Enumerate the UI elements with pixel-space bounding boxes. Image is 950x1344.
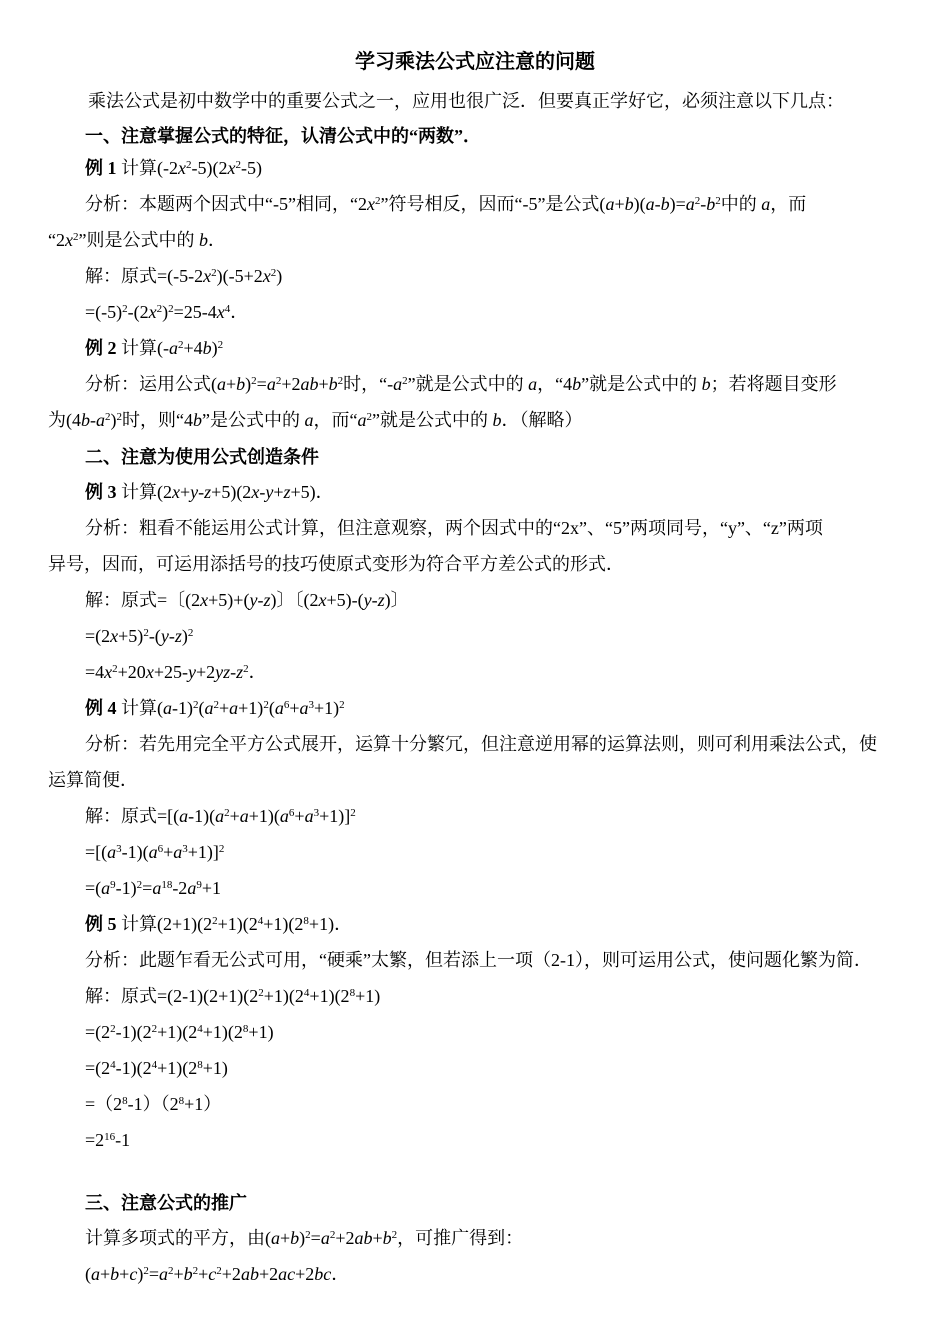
section-heading-2-text: 二、注意为使用公式创造条件	[85, 447, 319, 467]
intro-text: 乘法公式是初中数学中的重要公式之一，应用也很广泛．但要真正学好它，必须注意以下几点：	[88, 91, 844, 111]
example-4-label: 例 4	[85, 698, 117, 718]
example-3-analysis-text-1: 分析：粗看不能运用公式计算，但注意观察，两个因式中的“2x”、“5”两项同号，“y”、“z”两项	[85, 518, 823, 538]
example-4-analysis-text-2: 运算简便．	[48, 770, 138, 790]
section-heading-1-text: 一、注意掌握公式的特征，认清公式中的“两数”．	[85, 126, 481, 146]
document-page: 学习乘法公式应注意的问题 乘法公式是初中数学中的重要公式之一，应用也很广泛．但要真正学好它，必须注意以下几点： 一、注意掌握公式的特征，认清公式中的“两数”． 例 1 计算$(-2x^2-5)(2x^2-5)$ 分析：本题两个因式中“-5”相同，“$2x^2$”符号相反，因而“-5”是公式$(a+b)(a-b)=a^2-b^2$中的 a，而 “$2x^2$”则是公式中的 b． 解：原式$=(-5-2x^2)(-5+2x^2)$ $=(-5)^2-(2x^2)^2=25-4x^4$． 例 2 计算$(-a^2+4b)^2$ 分析：运用公式$(a+b)^2=a^2+2ab+b^2$时，“$-a^2$”就是公式中的 a，“4b”就是公式中的 b；若将题目变形 为$(4b-a^2)^2$时，则“4b”是公式中的 a，而“$a^2$”就是公式中的 b．（解略） 二、注意为使用公式创造条件 例 3 计算(2x+y-z+5)(2x-y+z+5)． 分析：粗看不能运用公式计算，但注意观察，两个因式中的“2x”、“5”两项同号，“y”、“z”两项 异号，因而，可运用添括号的技巧使原式变形为符合平方差公式的形式． 解：原式=〔(2x+5)+(y-z)〕〔(2x+5)-(y-z)〕 $=(2x+5)^2-(y-z)^2$ $=4x^2+20x+25-y+2yz-z^2$． 例 4 计算$(a-1)^2(a^2+a+1)^2(a^6+a^3+1)^2$ 分析：若先用完全平方公式展开，运算十分繁冗，但注意逆用幂的运算法则，则可利用乘法公式，使 运算简便． 解：原式$=[(a-1)(a^2+a+1)(a^6+a^3+1)]^2$ $=[(a^3-1)(a^6+a^3+1)]^2$ $=(a^9-1)^2=a^{18}-2a^9+1$ 例 5 计算$(2+1)(2^2+1)(2^4+1)(2^8+1)$． 分析：此题乍看无公式可用，“硬乘”太繁，但若添上一项（2-1），则可运用公式，使问题化繁为简． 解：原式$=(2-1)(2+1)(2^2+1)(2^4+1)(2^8+1)$ $=(2^2-1)(2^2+1)(2^4+1)(2^8+1)$ $=(2^4-1)(2^4+1)(2^8+1)$ $=(2^8-1)(2^8+1)$ $=2^{16}-1$ 三、注意公式的推广 计算多项式的平方，由$(a+b)^2=a^2+2ab+b^2$，可推广得到： $(a+b+c)^2=a^2+b^2+c^2+2ab+2ac+2bc$．	[0, 0, 950, 1344]
example-5-label: 例 5	[85, 914, 117, 934]
page-title: 学习乘法公式应注意的问题	[355, 51, 595, 73]
example-3-label: 例 3	[85, 482, 117, 502]
section-heading-3-text: 三、注意公式的推广	[85, 1193, 247, 1213]
example-1-label: 例 1	[85, 158, 117, 178]
example-5-analysis-text: 分析：此题乍看无公式可用，“硬乘”太繁，但若添上一项（2-1），则可运用公式，使问题化繁为简．	[85, 950, 872, 970]
example-2-label: 例 2	[85, 338, 117, 358]
example-4-analysis-text-1: 分析：若先用完全平方公式展开，运算十分繁冗，但注意逆用幂的运算法则，则可利用乘法公式，使	[85, 734, 877, 754]
example-3-analysis-text-2: 异号，因而，可运用添括号的技巧使原式变形为符合平方差公式的形式．	[48, 554, 624, 574]
